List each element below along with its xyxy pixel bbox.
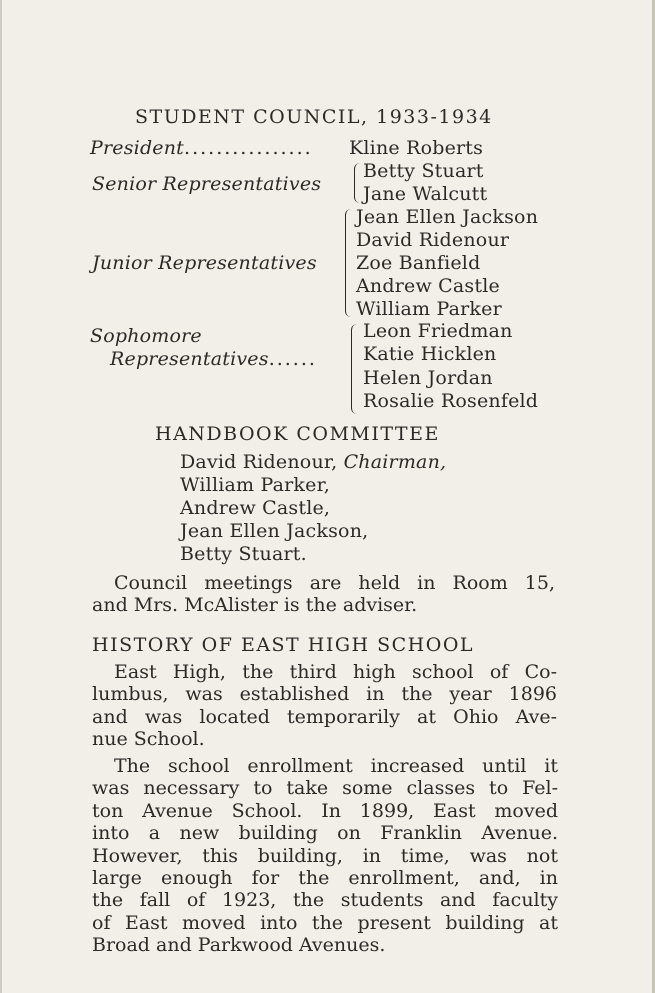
senior-representative: Jane Walcutt [363,183,488,205]
junior-representative: Andrew Castle [356,275,500,297]
paragraph-line: Broad and Parkwood Avenues. [92,934,386,957]
paragraph-line: large enough for the enrollment, and, in [92,866,558,889]
junior-representative: Zoe Banfield [356,252,481,274]
senior-representative: Betty Stuart [363,160,484,182]
committee-member: William Parker, [180,474,331,496]
sophomore-representative: Katie Hicklen [363,343,497,365]
paragraph-line: However, this building, in time, was not [92,844,558,867]
paragraph-line: the fall of 1923, the students and faculty [92,889,558,912]
junior-representatives-label: Junior Representatives [92,252,317,274]
handbook-committee-heading: HANDBOOK COMMITTEE [155,423,440,445]
paragraph-line: The school enrollment increased until it [114,755,558,777]
history-paragraph-2 [92,755,558,957]
junior-brace [345,209,353,317]
sophomore-representative: Helen Jordan [363,367,493,389]
paragraph-line: and Mrs. McAlister is the adviser. [92,594,418,617]
chairman-role: Chairman, [343,451,447,473]
paragraph-line: and was located temporarily at Ohio Ave- [92,705,557,728]
sophomore-representative: Rosalie Rosenfeld [363,390,539,412]
committee-member: Andrew Castle, [180,497,331,519]
paragraph-line: of East moved into the present building at [92,911,558,934]
junior-representative: Jean Ellen Jackson [356,206,539,228]
committee-member: Jean Ellen Jackson, [180,520,369,542]
paragraph-line: into a new building on Franklin Avenue. [92,822,558,845]
paragraph-line: nue School. [92,728,205,751]
paragraph-line: was necessary to take some classes to Fel- [92,777,558,800]
senior-brace [354,163,362,203]
sophomore-representative: Leon Friedman [363,320,513,342]
senior-representatives-label: Senior Representatives [92,173,322,195]
history-paragraph-1 [92,661,557,751]
student-council-heading: STUDENT COUNCIL, 1933-1934 [135,106,493,128]
history-heading: HISTORY OF EAST HIGH SCHOOL [92,634,475,656]
president-label: President................ [90,137,313,159]
sophomore-label-line2: Representatives...... [110,348,317,370]
committee-chairman: David Ridenour, Chairman, [180,451,447,473]
paragraph-line: lumbus, was established in the year 1896 [92,683,557,706]
junior-representative: David Ridenour [356,229,510,251]
paragraph-line: Council meetings are held in Room 15, [114,572,555,594]
junior-representative: William Parker [356,298,502,320]
meetings-paragraph [92,572,555,617]
sophomore-brace [351,324,359,414]
paragraph-line: ton Avenue School. In 1899, East moved [92,799,558,822]
sophomore-label-line1: Sophomore [90,325,202,347]
paragraph-line: East High, the third high school of Co- [114,661,557,683]
president-name: Kline Roberts [349,137,484,159]
committee-member: Betty Stuart. [180,543,307,565]
